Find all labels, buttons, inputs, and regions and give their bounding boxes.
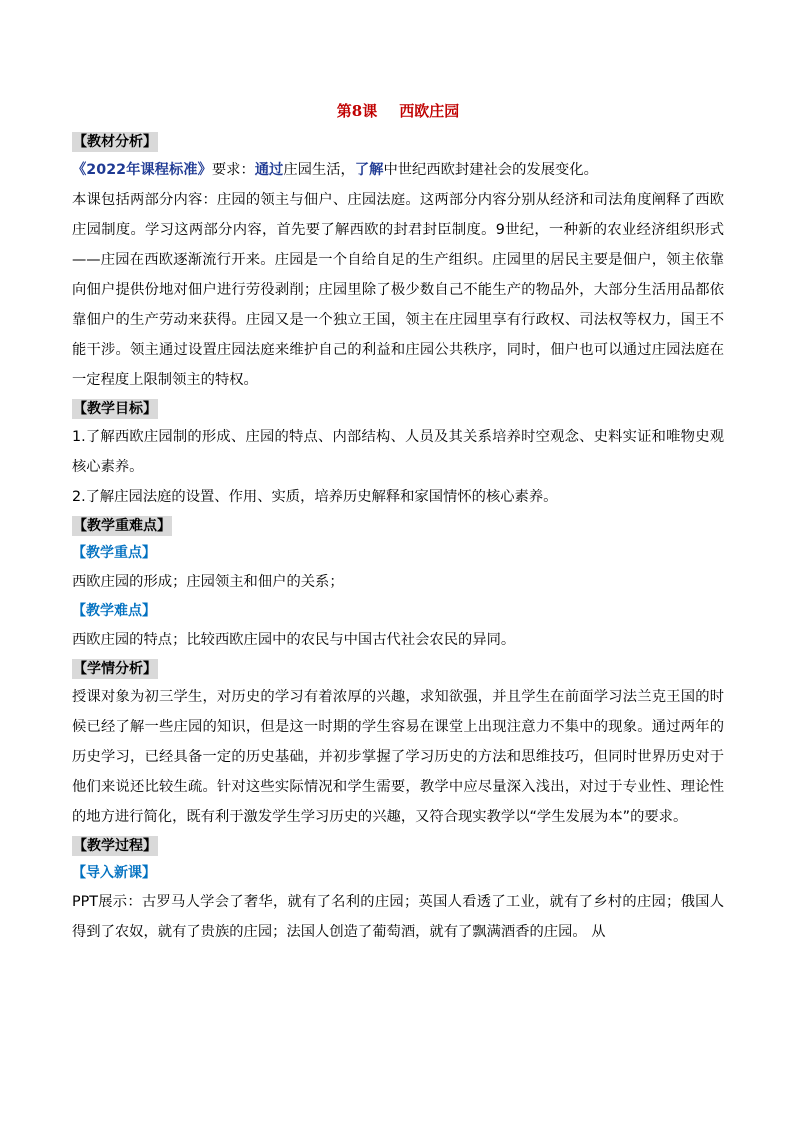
goal-item-1: 1.了解西欧庄园制的形成、庄园的特点、内部结构、人员及其关系培养时空观念、史料实证和唯物史观核心素养。 xyxy=(72,429,724,475)
lesson-number: 第8课 xyxy=(336,102,378,120)
key-point-text: 西欧庄园的形成；庄园领主和佃户的关系； xyxy=(72,574,344,590)
keyword-tongguo: 通过 xyxy=(254,162,284,178)
analysis-paragraph: 本课包括两部分内容：庄园的领主与佃户、庄园法庭。这两部分内容分别从经济和司法角度阐释了西欧庄园制度。学习这两部分内容，首先要了解西欧的封君封臣制度。9世纪，一种新的农业经济组织形式——庄园在西欧逐渐流行开来。庄园是一个自给自足的生产组织。庄园里的居民主要是佃户，领主依靠向佃户提供份地对佃户进行劳役剥削；庄园里除了极少数自己不能生产的物品外，大部分生活用品都依靠佃户的生产劳动来获得。庄园又是一个独立王国，领主在庄园里享有行政权、司法权等权力，国王不能干涉。领主通过设置庄园法庭来维护自己的利益和庄园公共秩序，同时，佃户也可以通过庄园法庭在一定程度上限制领主的特权。 xyxy=(72,192,724,388)
difficulty-text: 西欧庄园的特点；比较西欧庄园中的农民与中国古代社会农民的异同。 xyxy=(72,632,516,648)
curriculum-standard: 《2022年课程标准》要求：通过庄园生活，了解中世纪西欧封建社会的发展变化。 xyxy=(72,162,598,178)
keyword-liaojie: 了解 xyxy=(354,162,384,178)
student-analysis-paragraph: 授课对象为初三学生，对历史的学习有着浓厚的兴趣，求知欲强，并且学生在前面学习法兰克王国的时候已经了解一些庄园的知识，但是这一时期的学生容易在课堂上出现注意力不集中的现象。通过两年的历史学习，已经具备一定的历史基础，并初步掌握了学习历史的方法和思维技巧，但同时世界历史对于他们来说还比较生疏。针对这些实际情况和学生需要，教学中应尽量深入浅出，对过于专业性、理论性的地方进行简化，既有利于激发学生学习历史的兴趣，又符合现实教学以“学生发展为本”的要求。 xyxy=(72,689,724,825)
section-header-analysis: 【教材分析】 xyxy=(73,134,157,150)
section-header-key-points: 【教学重难点】 xyxy=(73,518,171,534)
subheader-difficulty: 【教学难点】 xyxy=(72,603,156,619)
intro-paragraph: PPT展示：古罗马人学会了奢华，就有了名利的庄园；英国人看透了工业，就有了乡村的庄园；俄国人得到了农奴，就有了贵族的庄园；法国人创造了葡萄酒，就有了飘满酒香的庄园。 从 xyxy=(72,894,724,940)
subheader-key-point: 【教学重点】 xyxy=(72,545,156,561)
document-content xyxy=(72,100,724,947)
lesson-title xyxy=(72,100,724,122)
section-header-process: 【教学过程】 xyxy=(73,838,157,854)
goal-item-2: 2.了解庄园法庭的设置、作用、实质，培养历史解释和家国情怀的核心素养。 xyxy=(72,489,558,505)
section-header-goals: 【教学目标】 xyxy=(73,401,157,417)
subheader-intro: 【导入新课】 xyxy=(72,865,156,881)
lesson-name: 西欧庄园 xyxy=(399,102,460,120)
standard-title: 《2022年课程标准》 xyxy=(72,162,212,178)
section-header-students: 【学情分析】 xyxy=(73,661,157,677)
